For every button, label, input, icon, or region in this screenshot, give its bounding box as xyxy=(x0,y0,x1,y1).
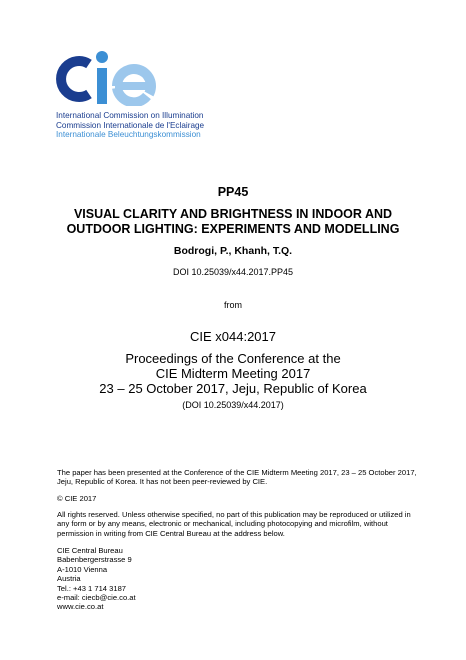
cie-logo xyxy=(55,50,165,106)
paper-title xyxy=(0,207,466,237)
org-name-fr: Commission Internationale de l'Eclairage xyxy=(56,120,205,130)
from-label: from xyxy=(224,300,242,310)
logo-i-stem xyxy=(97,68,107,104)
address-website[interactable]: www.cie.co.at xyxy=(57,602,104,612)
paper-authors: Bodrogi, P., Khanh, T.Q. xyxy=(173,245,293,257)
proceedings-line2: CIE Midterm Meeting 2017 xyxy=(155,366,311,381)
logo-i-dot xyxy=(96,51,108,63)
address-line: Austria xyxy=(57,574,81,584)
address-phone: Tel.: +43 1 714 3187 xyxy=(57,583,127,593)
presented-note: The paper has been presented at the Conference of the CIE Midterm Meeting 2017, 23 – 25 October 2017, Jeju, Republic of Korea. It has not been peer-reviewed by CIE. xyxy=(57,468,417,487)
logo-e-lower xyxy=(117,88,147,102)
address-line: A-1010 Vienna xyxy=(57,564,108,574)
proceedings-title xyxy=(0,351,466,396)
address-line: CIE Central Bureau xyxy=(57,546,123,555)
org-name-de: Internationale Beleuchtungskommission xyxy=(56,130,201,140)
proceedings-id: CIE x044:2017 xyxy=(189,329,276,344)
proceedings-line1: Proceedings of the Conference at the xyxy=(125,351,341,366)
copyright-notice: © CIE 2017 xyxy=(57,494,97,503)
bureau-address xyxy=(57,546,417,612)
paper-doi: DOI 10.25039/x44.2017.PP45 xyxy=(172,267,294,277)
paper-title-line2: OUTDOOR LIGHTING: EXPERIMENTS AND MODELLING xyxy=(66,222,400,236)
logo-c-shape xyxy=(61,61,89,97)
paper-title-line1: VISUAL CLARITY AND BRIGHTNESS IN INDOOR AND xyxy=(73,207,393,221)
proceedings-doi: (DOI 10.25039/x44.2017) xyxy=(182,400,284,410)
address-email[interactable]: e-mail: ciecb@cie.co.at xyxy=(57,593,136,603)
cie-logo-graphic xyxy=(55,50,165,106)
proceedings-line3: 23 – 25 October 2017, Jeju, Republic of Korea xyxy=(99,381,367,396)
paper-code: PP45 xyxy=(217,185,249,199)
org-name-en: International Commission on Illumination xyxy=(56,111,204,120)
address-line: Babenbergerstrasse 9 xyxy=(57,555,132,565)
organization-names xyxy=(56,111,204,140)
rights-statement: All rights reserved. Unless otherwise specified, no part of this publication may be reproduced or utilized in any form or by any means, electronic or mechanical, including photocopying and microfilm, without permission in writing from CIE Central Bureau at the address below. xyxy=(57,510,411,538)
